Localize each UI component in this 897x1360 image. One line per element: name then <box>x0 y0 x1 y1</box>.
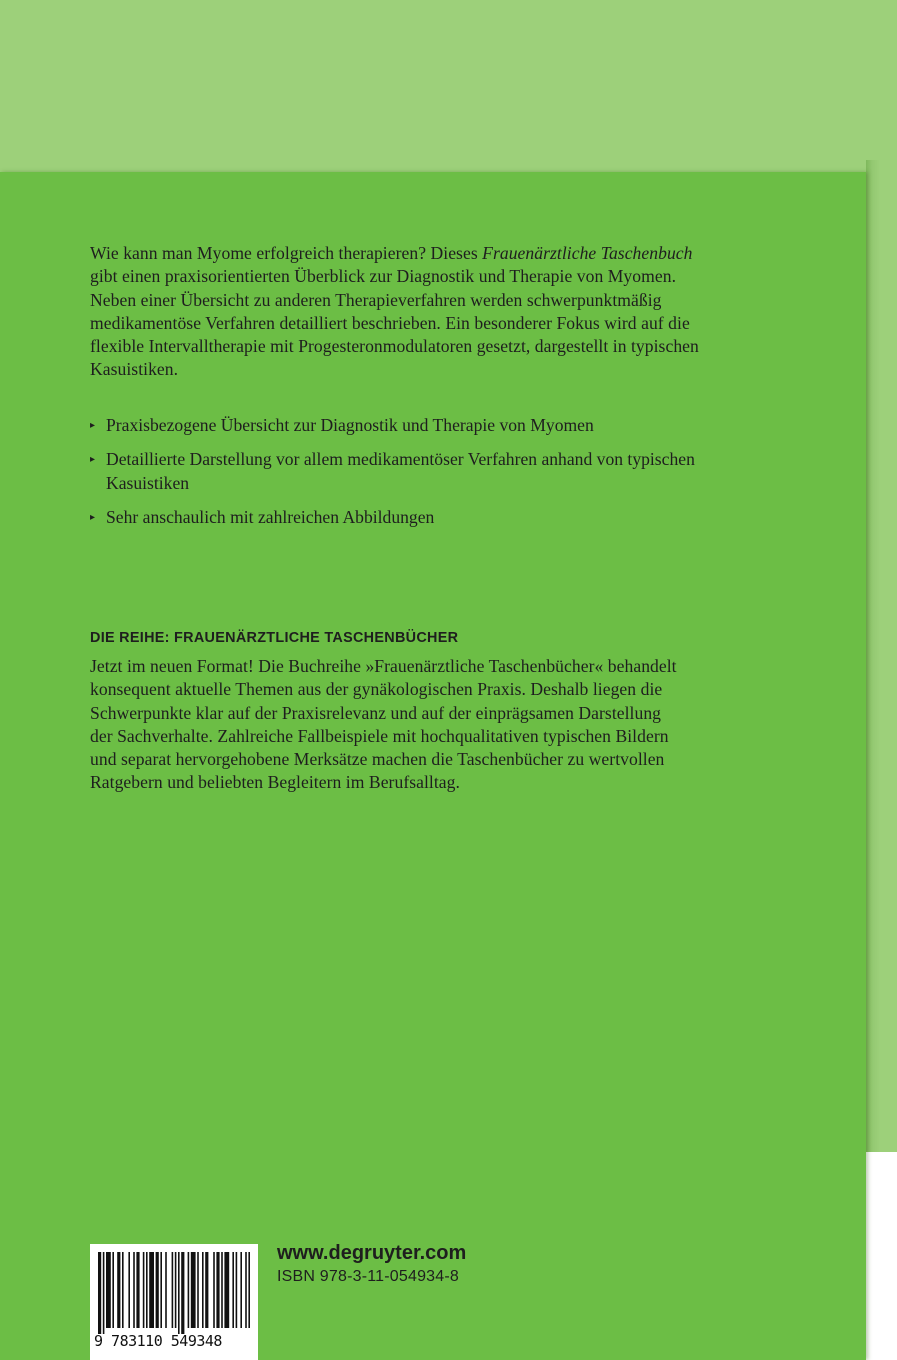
barcode-bar <box>106 1252 111 1328</box>
barcode-bar <box>136 1252 139 1328</box>
bullet-triangle-icon: ▸ <box>90 420 96 431</box>
feature-bullet: ▸ Sehr anschaulich mit zahlreichen Abbildungen <box>90 506 830 529</box>
series-line: Jetzt im neuen Format! Die Buchreihe »Frauenärztliche Taschenbücher« behandelt <box>90 656 677 676</box>
barcode-bar <box>245 1252 247 1328</box>
barcode-bar <box>181 1252 184 1334</box>
barcode-bar <box>122 1252 124 1328</box>
feature-bullet-list <box>90 414 830 540</box>
barcode-bar <box>128 1252 130 1328</box>
intro-line-4: medikamentöse Verfahren detailliert beschrieben. Ein besonderer Fokus wird auf die <box>90 312 690 333</box>
barcode-bar <box>202 1252 204 1328</box>
feature-bullet: ▸ Detaillierte Darstellung vor allem medikamentöser Verfahren anhand von typischen Kasuistiken <box>90 449 695 493</box>
series-line: und separat hervorgehobene Merksätze machen die Taschenbücher zu wertvollen <box>90 749 665 770</box>
barcode-bar <box>188 1252 190 1328</box>
barcode-bar <box>248 1252 250 1328</box>
barcode-bar <box>232 1252 234 1328</box>
barcode-bar <box>197 1252 199 1328</box>
barcode-bar <box>205 1252 208 1328</box>
barcode-bar <box>156 1252 159 1328</box>
barcode-bar <box>240 1252 242 1328</box>
barcode-bar <box>221 1252 223 1328</box>
intro-line-2: gibt einen praxisorientierten Überblick zur Diagnostik und Therapie von Myomen. <box>90 266 677 287</box>
intro-line-1: Wie kann man Myome erfolgreich therapieren? Dieses Frauenärztliche Taschenbuch <box>90 243 693 263</box>
isbn-number: ISBN 978-3-11-054934-8 <box>277 1268 459 1285</box>
background-right-strip <box>866 160 897 1152</box>
isbn-barcode <box>90 1244 258 1360</box>
series-line: der Sachverhalte. Zahlreiche Fallbeispiele mit hochqualitativen typischen Bildern <box>90 725 669 746</box>
barcode-bar <box>224 1252 229 1328</box>
series-heading: DIE REIHE: FRAUENÄRZTLICHE TASCHENBÜCHER <box>90 630 459 646</box>
barcode-bars <box>98 1252 250 1334</box>
intro-line-3: Neben einer Übersicht zu anderen Therapieverfahren werden schwerpunktmäßig <box>90 289 662 310</box>
barcode-bar <box>213 1252 215 1328</box>
series-line: Schwerpunkte klar auf der Praxisrelevanz und auf der einprägsamen Darstellung <box>90 702 662 723</box>
feature-bullet: ▸ Praxisbezogene Übersicht zur Diagnostik und Therapie von Myomen <box>90 414 830 437</box>
barcode-bar <box>160 1252 162 1328</box>
series-line: konsequent aktuelle Themen aus der gynäkologischen Praxis. Deshalb liegen die <box>90 679 663 700</box>
barcode-bar <box>146 1252 148 1328</box>
intro-line-6: Kasuistiken. <box>90 359 179 380</box>
barcode-bar <box>103 1252 105 1334</box>
barcode-bar <box>178 1252 180 1334</box>
book-series-title: Frauenärztliche Taschenbuch <box>482 243 693 263</box>
barcode-bar <box>236 1252 238 1328</box>
series-paragraph <box>90 655 830 795</box>
barcode-bar <box>98 1252 101 1334</box>
intro-line-5: flexible Intervalltherapie mit Progesteronmodulatoren gesetzt, dargestellt in typischen <box>90 336 699 357</box>
publisher-url[interactable]: www.degruyter.com <box>277 1242 467 1264</box>
bullet-triangle-icon: ▸ <box>90 454 96 466</box>
bullet-triangle-icon: ▸ <box>90 511 96 523</box>
barcode-bar <box>175 1252 177 1328</box>
barcode-bar <box>216 1252 219 1328</box>
barcode-bar <box>133 1252 135 1328</box>
barcode-bar <box>112 1252 114 1328</box>
barcode-bar <box>149 1252 154 1328</box>
barcode-bar <box>172 1252 174 1328</box>
barcode-bar <box>143 1252 145 1328</box>
intro-paragraph <box>90 242 820 382</box>
barcode-bar <box>191 1252 196 1328</box>
series-line: Ratgebern und beliebten Begleitern im Berufsalltag. <box>90 772 460 793</box>
barcode-digits: 9 783110 549348 <box>94 1332 222 1350</box>
barcode-bar <box>165 1252 167 1328</box>
barcode-bar <box>117 1252 120 1328</box>
